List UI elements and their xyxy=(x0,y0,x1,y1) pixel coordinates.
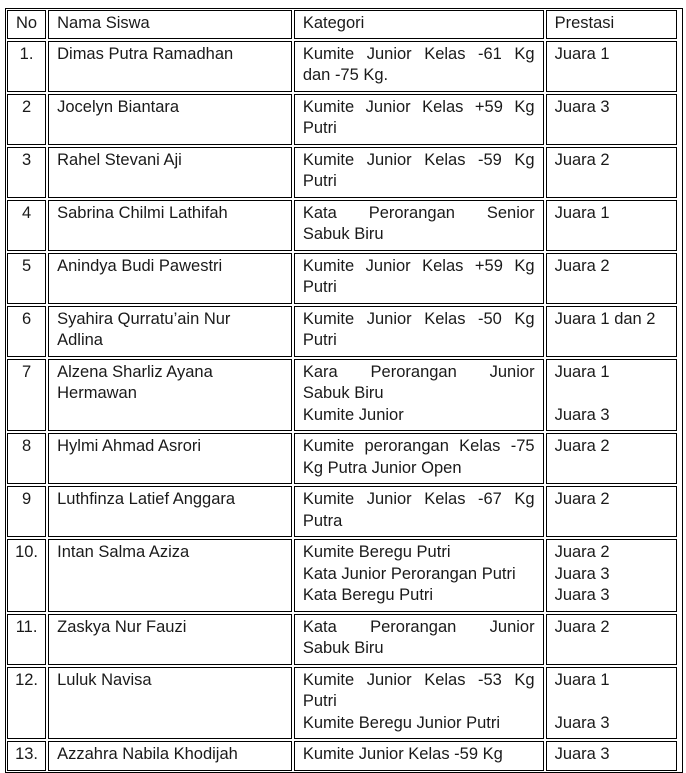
cell-prestasi xyxy=(546,539,677,612)
cell-no: 9 xyxy=(7,486,46,537)
kategori-line: Putra xyxy=(302,511,343,530)
prestasi-line: Juara 3 xyxy=(554,713,610,732)
cell-kategori xyxy=(294,667,544,740)
table-row xyxy=(7,539,677,612)
cell-prestasi xyxy=(546,41,677,92)
kategori-line: Kumite Junior Kelas -61 Kg xyxy=(302,44,535,63)
cell-kategori xyxy=(294,147,544,198)
cell-nama-siswa: Zaskya Nur Fauzi xyxy=(48,614,292,665)
kategori-line: Kumite Junior Kelas +59 Kg xyxy=(302,97,535,116)
cell-kategori xyxy=(294,359,544,432)
cell-no: 12. xyxy=(7,667,46,740)
cell-prestasi xyxy=(546,741,677,771)
header-prestasi: Prestasi xyxy=(546,10,677,39)
cell-kategori xyxy=(294,253,544,304)
cell-nama-siswa xyxy=(48,359,292,432)
prestasi-line: Juara 2 xyxy=(554,437,610,455)
header-kategori: Kategori xyxy=(294,10,544,39)
cell-no: 1. xyxy=(7,41,46,92)
kategori-line: Kumite Junior Kelas -59 Kg xyxy=(302,745,503,763)
table-row xyxy=(7,200,677,251)
nama-line: Hermawan xyxy=(57,384,137,402)
cell-prestasi xyxy=(546,667,677,740)
kategori-line: Kara Perorangan Junior xyxy=(302,362,535,381)
cell-no: 3 xyxy=(7,147,46,198)
kategori-line: Kata Beregu Putri xyxy=(302,586,434,604)
cell-kategori xyxy=(294,94,544,145)
kategori-line: Kumite Junior Kelas -67 Kg xyxy=(302,490,535,508)
prestasi-line: Juara 2 xyxy=(554,543,610,561)
table-row xyxy=(7,667,677,740)
prestasi-line: Juara 1 xyxy=(554,203,610,222)
kategori-line: Kumite Junior Kelas -59 Kg xyxy=(302,150,535,169)
prestasi-line: Juara 1 xyxy=(554,362,610,381)
cell-no: 6 xyxy=(7,306,46,357)
kategori-line: Kumite Beregu Putri xyxy=(302,543,451,561)
kategori-line: Kata Junior Perorangan Putri xyxy=(302,564,516,583)
table-row xyxy=(7,741,677,771)
prestasi-line: Juara 2 xyxy=(554,617,610,636)
cell-nama-siswa: Hylmi Ahmad Asrori xyxy=(48,433,292,484)
prestasi-spacer xyxy=(555,383,668,405)
prestasi-line: Juara 2 xyxy=(554,150,610,169)
cell-prestasi xyxy=(546,253,677,304)
kategori-line: Sabuk Biru xyxy=(302,639,384,657)
kategori-line: Putri xyxy=(302,692,337,710)
cell-kategori xyxy=(294,614,544,665)
cell-nama-siswa: Dimas Putra Ramadhan xyxy=(48,41,292,92)
prestasi-line: Juara 3 xyxy=(554,405,610,424)
cell-prestasi xyxy=(546,486,677,537)
cell-prestasi xyxy=(546,614,677,665)
table-row xyxy=(7,147,677,198)
kategori-line: Kumite Junior Kelas -50 Kg xyxy=(302,309,535,328)
table-row xyxy=(7,94,677,145)
kategori-line: Kumite perorangan Kelas -75 xyxy=(302,437,535,455)
prestasi-spacer xyxy=(555,691,668,713)
cell-prestasi xyxy=(546,433,677,484)
prestasi-line: Juara 1 dan 2 xyxy=(554,309,656,328)
kategori-line: Putri xyxy=(302,278,337,296)
cell-nama-siswa: Luluk Navisa xyxy=(48,667,292,740)
kategori-line: Kata Perorangan Senior xyxy=(302,203,535,222)
table-header-row xyxy=(7,10,677,39)
prestasi-line: Juara 1 xyxy=(554,670,610,689)
cell-prestasi xyxy=(546,200,677,251)
prestasi-line: Juara 3 xyxy=(554,564,610,583)
nama-line: Syahira Qurratu’ain Nur xyxy=(57,309,231,328)
cell-prestasi xyxy=(546,306,677,357)
cell-nama-siswa: Sabrina Chilmi Lathifah xyxy=(48,200,292,251)
table-row xyxy=(7,359,677,432)
table-row xyxy=(7,433,677,484)
table-row xyxy=(7,306,677,357)
table-row xyxy=(7,614,677,665)
kategori-line: Putri xyxy=(302,331,337,349)
kategori-line: Kumite Junior Kelas +59 Kg xyxy=(302,256,535,275)
nama-line: Alzena Sharliz Ayana xyxy=(57,362,213,381)
cell-nama-siswa: Jocelyn Biantara xyxy=(48,94,292,145)
kategori-line: Kumite Beregu Junior Putri xyxy=(302,713,501,732)
cell-nama-siswa xyxy=(48,306,292,357)
achievement-table xyxy=(5,8,679,773)
cell-kategori xyxy=(294,741,544,771)
kategori-line: Sabuk Biru xyxy=(302,384,384,402)
cell-nama-siswa: Azzahra Nabila Khodijah xyxy=(48,741,292,771)
cell-kategori xyxy=(294,539,544,612)
cell-prestasi xyxy=(546,147,677,198)
cell-prestasi xyxy=(546,94,677,145)
cell-no: 11. xyxy=(7,614,46,665)
cell-nama-siswa: Intan Salma Aziza xyxy=(48,539,292,612)
prestasi-line: Juara 3 xyxy=(554,97,610,116)
cell-kategori xyxy=(294,306,544,357)
cell-no: 5 xyxy=(7,253,46,304)
kategori-line: Kata Perorangan Junior xyxy=(302,617,535,636)
cell-no: 8 xyxy=(7,433,46,484)
cell-kategori xyxy=(294,486,544,537)
table-row xyxy=(7,486,677,537)
kategori-line: Putri xyxy=(302,119,337,137)
kategori-line: Sabuk Biru xyxy=(302,225,384,243)
cell-no: 7 xyxy=(7,359,46,432)
cell-nama-siswa: Rahel Stevani Aji xyxy=(48,147,292,198)
prestasi-line: Juara 3 xyxy=(554,586,610,604)
kategori-line: dan -75 Kg. xyxy=(302,66,389,84)
kategori-line: Kumite Junior Kelas -53 Kg xyxy=(302,670,535,689)
cell-no: 2 xyxy=(7,94,46,145)
cell-no: 10. xyxy=(7,539,46,612)
kategori-line: Kg Putra Junior Open xyxy=(302,458,462,477)
nama-line: Adlina xyxy=(57,331,103,349)
header-nama-siswa: Nama Siswa xyxy=(48,10,292,39)
header-no: No xyxy=(7,10,46,39)
table-row xyxy=(7,41,677,92)
table-row xyxy=(7,253,677,304)
prestasi-line: Juara 1 xyxy=(554,44,610,63)
cell-nama-siswa: Anindya Budi Pawestri xyxy=(48,253,292,304)
cell-prestasi xyxy=(546,359,677,432)
cell-kategori xyxy=(294,41,544,92)
achievement-table-frame xyxy=(5,8,683,773)
cell-kategori xyxy=(294,200,544,251)
prestasi-line: Juara 3 xyxy=(554,745,610,763)
kategori-line: Putri xyxy=(302,172,337,190)
prestasi-line: Juara 2 xyxy=(554,256,610,275)
cell-no: 4 xyxy=(7,200,46,251)
prestasi-line: Juara 2 xyxy=(554,490,610,508)
cell-nama-siswa: Luthfinza Latief Anggara xyxy=(48,486,292,537)
cell-no: 13. xyxy=(7,741,46,771)
cell-kategori xyxy=(294,433,544,484)
kategori-line: Kumite Junior xyxy=(302,405,404,424)
